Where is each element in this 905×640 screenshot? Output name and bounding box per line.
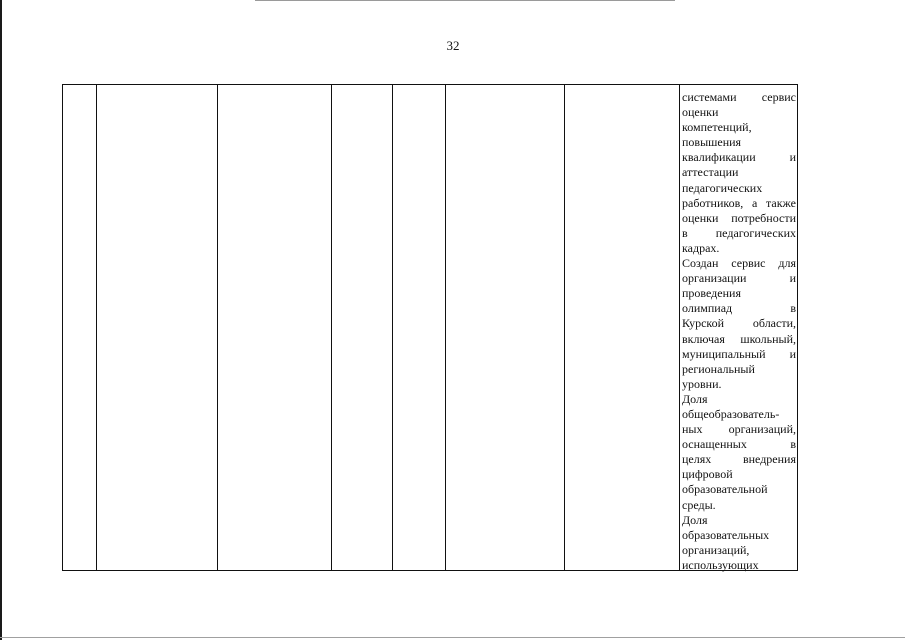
scan-edge-top xyxy=(255,0,675,1)
cell-text-line: аттестации xyxy=(682,165,739,180)
column-divider-4 xyxy=(392,85,393,570)
cell-text-line: общеобразователь- xyxy=(682,406,780,421)
cell-text-line: организаций, xyxy=(682,542,750,557)
cell-text-line: компетенций, xyxy=(682,120,752,135)
cell-text-line: уровни. xyxy=(682,376,722,391)
column-divider-2 xyxy=(217,85,218,570)
cell-text-line: образовательных xyxy=(682,527,770,542)
cell-text-line: использующих xyxy=(682,557,759,572)
cell-text-line: среды. xyxy=(682,497,716,512)
scan-edge-left xyxy=(0,0,2,640)
cell-text-line: кадрах. xyxy=(682,240,720,255)
cell-text-line: проведения xyxy=(682,286,741,301)
cell-text-line: квалификации и xyxy=(682,150,796,165)
page-number: 32 xyxy=(446,38,460,53)
cell-text-line: образовательной xyxy=(682,482,768,497)
cell-text-line: повышения xyxy=(682,135,742,150)
scan-edge-bottom xyxy=(0,637,905,638)
cell-text-line: организации и xyxy=(682,271,796,286)
cell-text-line: ных организаций, xyxy=(682,422,796,437)
column-divider-5 xyxy=(445,85,446,570)
cell-text-line: олимпиад в xyxy=(682,301,796,316)
cell-text-line: цифровой xyxy=(682,467,733,482)
cell-text-line: региональный xyxy=(682,361,755,376)
cell-text-line: оценки xyxy=(682,105,719,120)
column-divider-1 xyxy=(96,85,97,570)
column-divider-3 xyxy=(331,85,332,570)
column-divider-6 xyxy=(564,85,565,570)
cell-text-line: муниципальный и xyxy=(682,346,796,361)
cell-text-line: оснащенных в xyxy=(682,437,796,452)
cell-text-line: системами сервис xyxy=(682,90,796,104)
cell-text-line: целях внедрения xyxy=(682,452,796,467)
cell-text-line: Создан сервис для xyxy=(682,256,796,271)
document-table xyxy=(62,84,798,571)
column-divider-7 xyxy=(679,85,680,570)
cell-text-line: в педагогических xyxy=(682,225,796,240)
cell-text-line: Доля xyxy=(682,512,708,527)
table-cell-last-column xyxy=(682,90,796,573)
cell-text-line: работников, а также xyxy=(682,195,796,210)
cell-text-line: Курской области, xyxy=(682,316,796,331)
cell-text-line: оценки потребности xyxy=(682,210,796,225)
cell-text-line: педагогических xyxy=(682,180,763,195)
cell-text-line: Доля xyxy=(682,391,708,406)
cell-text-line: включая школьный, xyxy=(682,331,796,346)
